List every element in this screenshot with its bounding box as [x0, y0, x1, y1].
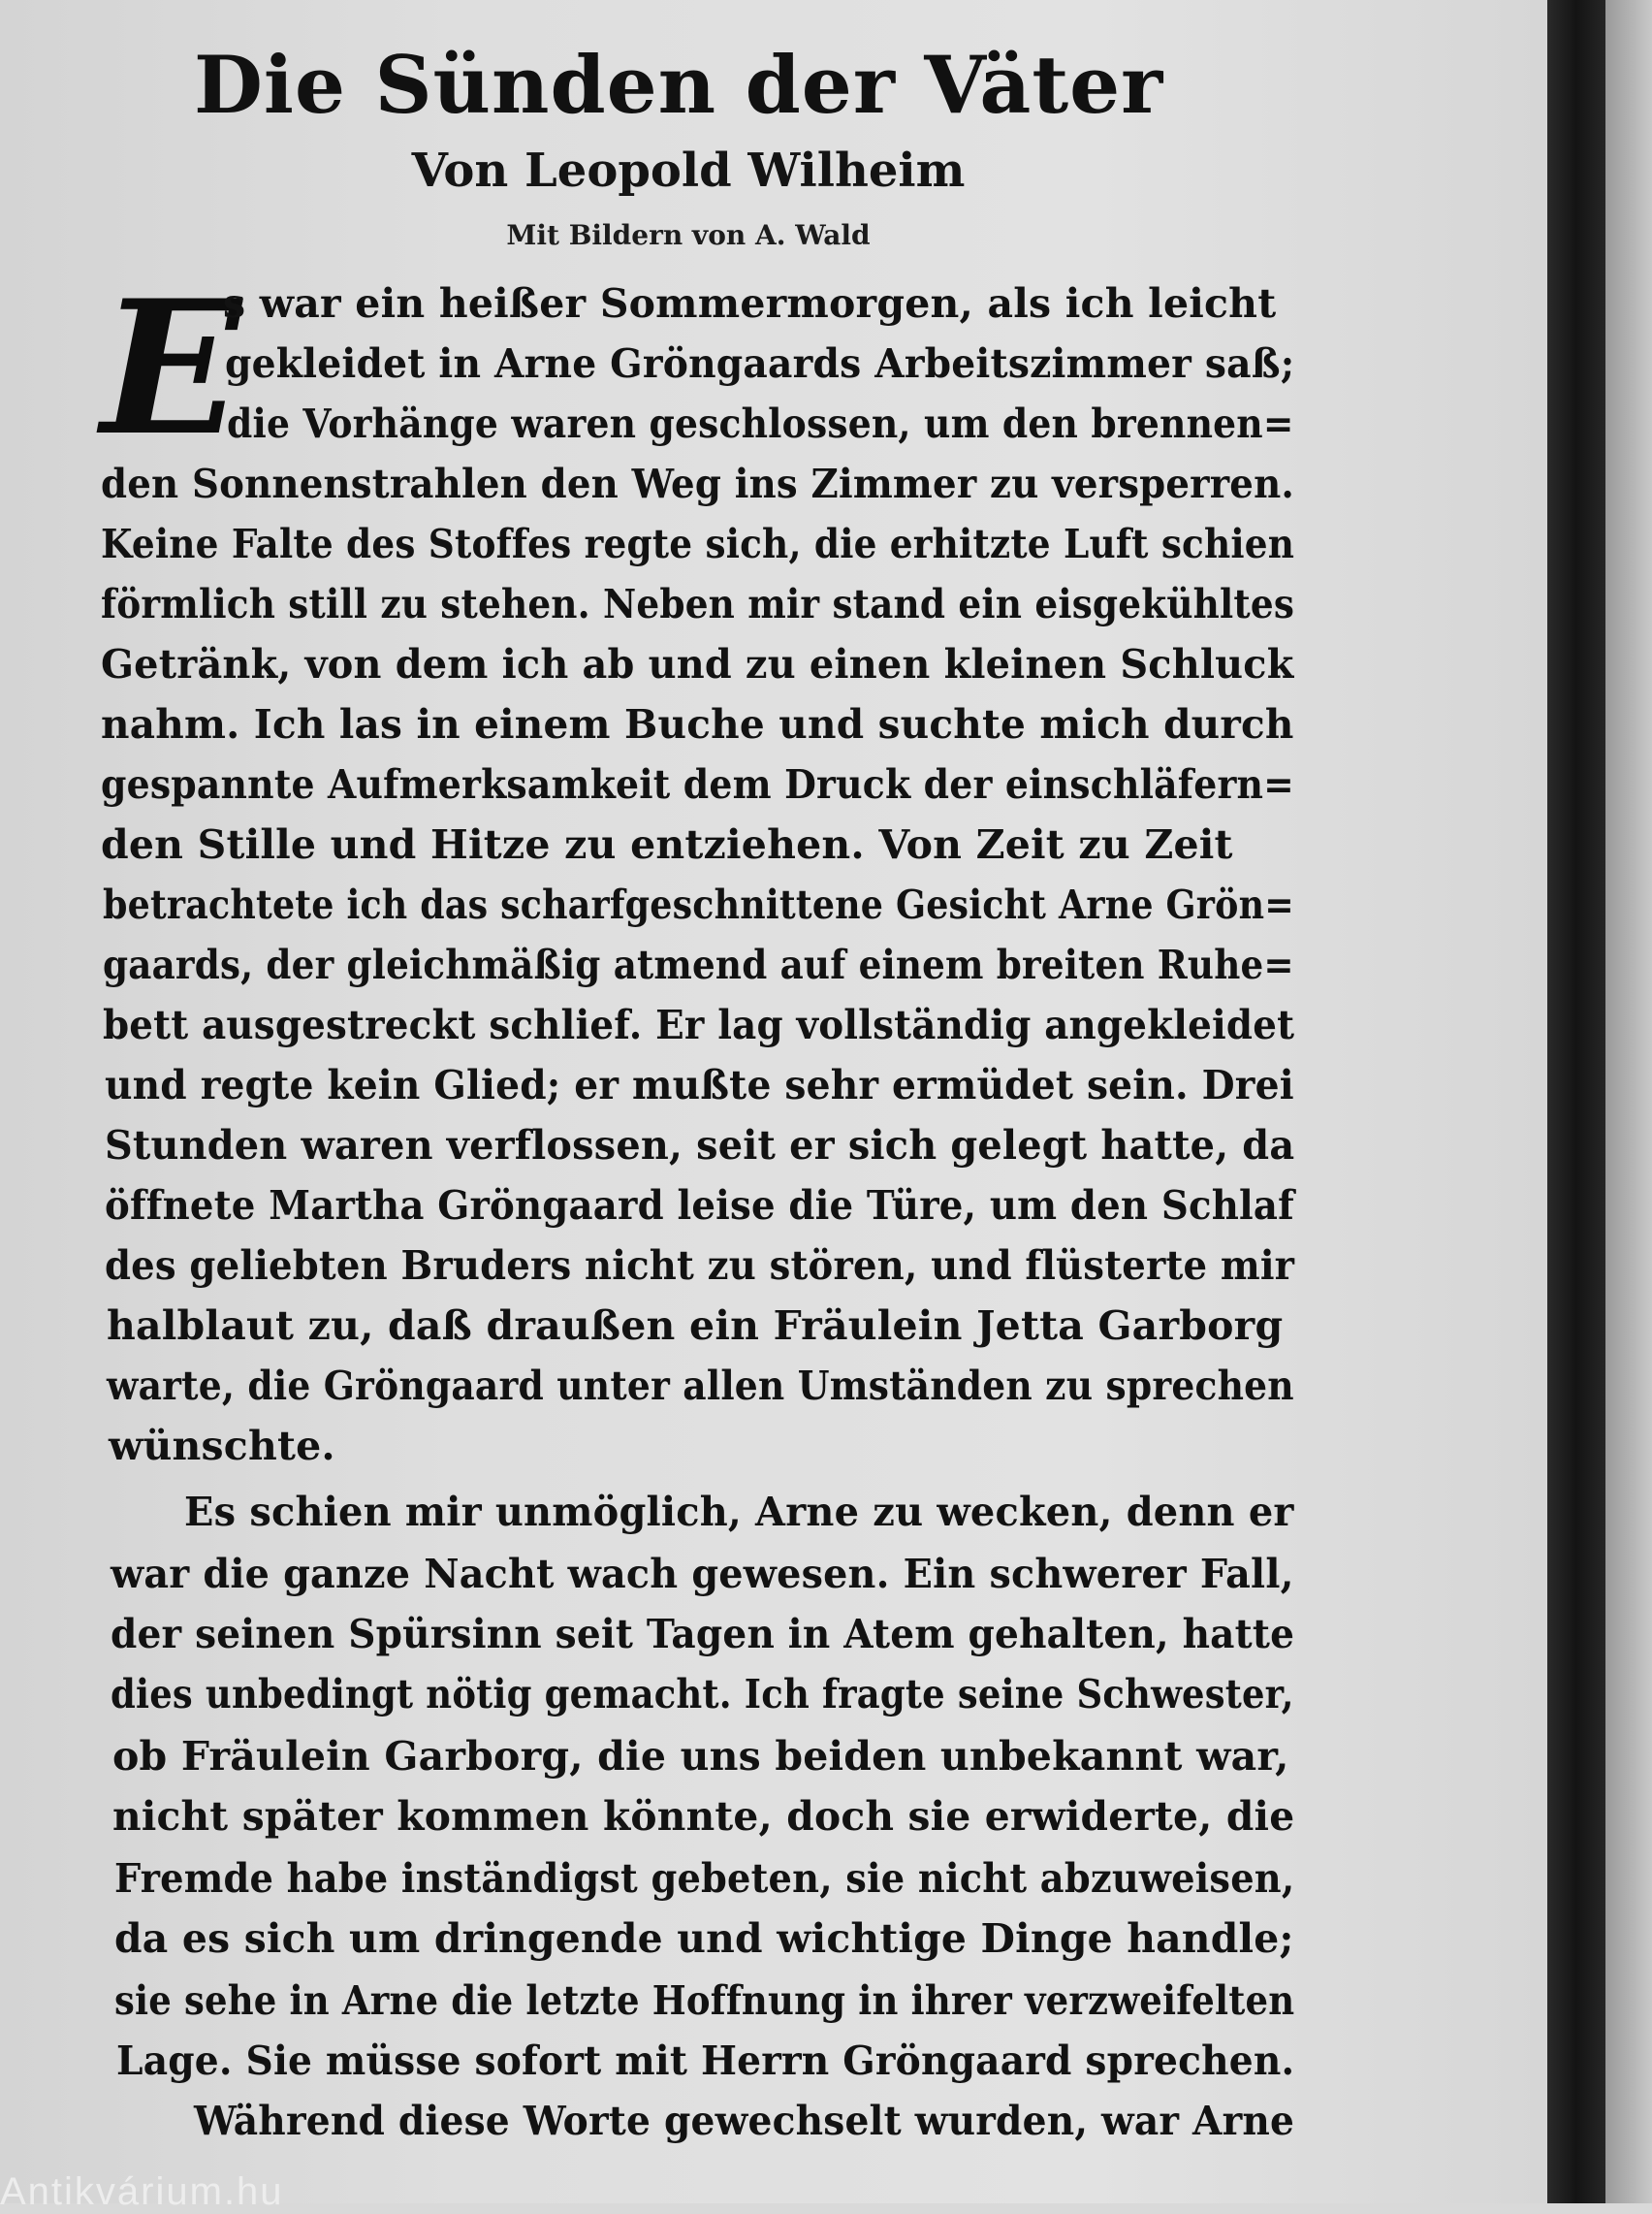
text-line: bett ausgestreckt schlief. Er lag vollständig angekleidet [103, 1002, 1295, 1048]
text-line: betrachtete ich das scharfgeschnittene Gesicht Arne Grön= [103, 882, 1294, 928]
text-line: ob Fräulein Garborg, die uns beiden unbekannt war, [112, 1733, 1289, 1780]
text-line: förmlich still zu stehen. Neben mir stand ein eisgekühltes [101, 581, 1295, 627]
text-line: warte, die Gröngaard unter allen Umständen zu sprechen [107, 1363, 1294, 1409]
drop-cap: E [101, 260, 241, 476]
text-line: dies unbedingt nötig gemacht. Ich fragte seine Schwester, [111, 1671, 1294, 1717]
text-line: Während diese Worte gewechselt wurden, war Arne [194, 2098, 1295, 2144]
book-spine [1547, 0, 1605, 2203]
text-line: Es schien mir unmöglich, Arne zu wecken, denn er [184, 1489, 1294, 1535]
text-line: und regte kein Glied; er mußte sehr ermüdet sein. Drei [105, 1062, 1294, 1108]
text-line: da es sich um dringende und wichtige Dinge handle; [114, 1915, 1294, 1962]
text-line: des geliebten Bruders nicht zu stören, und flüsterte mir [105, 1242, 1295, 1289]
text-line: s war ein heißer Sommermorgen, als ich leicht [223, 280, 1277, 327]
text-line: Fremde habe inständigst gebeten, sie nicht abzuweisen, [114, 1855, 1295, 1902]
text-line: der seinen Spürsinn seit Tagen in Atem gehalten, hatte [111, 1611, 1295, 1657]
watermark-text: Antikvárium.hu [0, 2170, 284, 2213]
text-line: wünschte. [109, 1423, 335, 1469]
text-line: war die ganze Nacht wach gewesen. Ein schwerer Fall, [111, 1551, 1294, 1597]
illustration-credit: Mit Bildern von A. Wald [506, 219, 871, 251]
author-line: Von Leopold Wilheim [411, 144, 966, 198]
text-line: Getränk, von dem ich ab und zu einen kleinen Schluck [101, 641, 1294, 688]
text-line: Lage. Sie müsse sofort mit Herrn Gröngaard sprechen. [116, 2038, 1295, 2084]
page-edge [1605, 0, 1652, 2203]
text-line: Stunden waren verflossen, seit er sich gelegt hatte, da [105, 1122, 1295, 1169]
story-title: Die Sünden der Väter [194, 39, 1164, 132]
text-line: gekleidet in Arne Gröngaards Arbeitszimmer saß; [225, 340, 1295, 387]
text-line: sie sehe in Arne die letzte Hoffnung in ihrer verzweifelten [114, 1977, 1295, 2024]
text-line: öffnete Martha Gröngaard leise die Türe, um den Schlaf [105, 1182, 1294, 1229]
text-line: gespannte Aufmerksamkeit dem Druck der einschläfern= [101, 761, 1295, 808]
text-line: die Vorhänge waren geschlossen, um den brennen= [227, 401, 1294, 447]
text-line: nahm. Ich las in einem Buche und suchte mich durch [101, 701, 1294, 748]
text-line: halblaut zu, daß draußen ein Fräulein Jetta Garborg [107, 1302, 1284, 1349]
text-line: den Sonnenstrahlen den Weg ins Zimmer zu versperren. [101, 461, 1295, 507]
text-line: den Stille und Hitze zu entziehen. Von Zeit zu Zeit [101, 821, 1233, 868]
text-line: gaards, der gleichmäßig atmend auf einem breiten Ruhe= [103, 942, 1294, 988]
text-line: nicht später kommen könnte, doch sie erwiderte, die [112, 1793, 1295, 1840]
text-line: Keine Falte des Stoffes regte sich, die erhitzte Luft schien [101, 521, 1295, 567]
